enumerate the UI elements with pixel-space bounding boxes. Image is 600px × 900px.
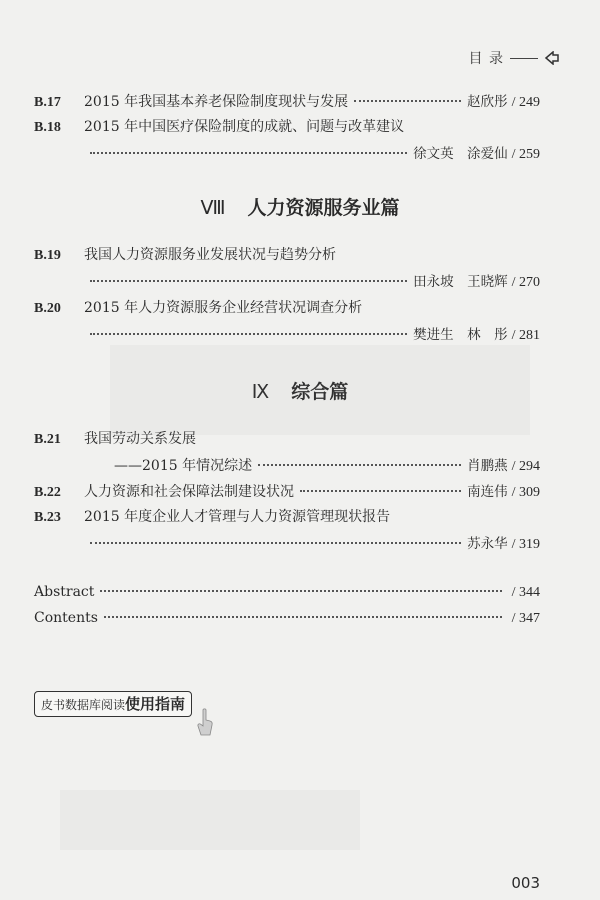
section-title: 综合篇: [291, 381, 349, 403]
running-header: [469, 48, 560, 68]
entry-code: B.19: [34, 248, 61, 263]
entry-page: / 249: [511, 95, 540, 110]
dot-leader: [90, 152, 407, 154]
section-numeral: Ⅸ: [251, 382, 270, 403]
dot-leader: [354, 100, 461, 102]
entry-page: / 344: [511, 585, 540, 600]
entry-page: / 270: [511, 275, 540, 290]
entry-code: B.23: [34, 510, 61, 525]
guide-small-text: 皮书数据库阅读: [41, 698, 126, 712]
bookmark-arrow-icon: [544, 51, 560, 65]
entry-code: B.21: [34, 432, 61, 447]
entry-subtitle: ——2015 年情况综述: [114, 458, 253, 474]
entry-title: Abstract: [34, 584, 95, 600]
entry-title: 我国人力资源服务业发展状况与趋势分析: [84, 247, 336, 263]
entry-code: B.20: [34, 301, 61, 316]
entry-page: / 259: [511, 147, 540, 162]
toc-entry-b22[interactable]: [34, 480, 540, 506]
entry-author: 赵欣彤: [467, 94, 508, 110]
dot-leader: [104, 616, 502, 618]
entry-code: B.17: [34, 95, 61, 110]
section-numeral: Ⅷ: [200, 198, 226, 219]
entry-title: 我国劳动关系发展: [84, 431, 196, 447]
toc-entry-b17[interactable]: [34, 90, 540, 116]
bleed-through-texture: [110, 345, 530, 435]
entry-title: 2015 年中国医疗保险制度的成就、问题与改革建议: [84, 119, 405, 135]
section-heading-8: [0, 193, 600, 220]
entry-title: 2015 年度企业人才管理与人力资源管理现状报告: [84, 509, 391, 525]
database-guide-banner[interactable]: [34, 691, 192, 717]
page-number: 003: [511, 874, 540, 892]
entry-page: / 319: [511, 537, 540, 552]
entry-author: 肖鹏燕: [467, 458, 508, 474]
entry-code: B.18: [34, 120, 61, 135]
dot-leader: [258, 464, 461, 466]
dot-leader: [90, 280, 407, 282]
entry-page: / 309: [511, 485, 540, 500]
toc-entry-b20[interactable]: [34, 297, 540, 349]
bleed-through-texture: [60, 790, 360, 850]
section-title: 人力资源服务业篇: [247, 197, 400, 219]
header-label: 目 录: [468, 51, 504, 67]
entry-page: / 294: [511, 459, 540, 474]
dot-leader: [90, 333, 407, 335]
pointing-hand-icon: [196, 708, 214, 738]
toc-entry-b19[interactable]: [34, 244, 540, 296]
toc-entry-contents[interactable]: [34, 610, 540, 636]
dot-leader: [300, 490, 461, 492]
entry-author: 田永坡 王晓辉: [413, 274, 508, 290]
toc-entry-b23[interactable]: [34, 506, 540, 558]
dot-leader: [90, 542, 461, 544]
entry-author: 樊进生 林 彤: [413, 327, 508, 343]
entry-page: / 281: [511, 328, 540, 343]
guide-big-text: 使用指南: [125, 695, 186, 713]
toc-entry-b21[interactable]: [34, 428, 540, 480]
dot-leader: [100, 590, 501, 592]
entry-title: 人力资源和社会保障法制建设状况: [84, 484, 294, 500]
toc-entry-abstract[interactable]: [34, 584, 540, 610]
entry-code: B.22: [34, 485, 61, 500]
entry-title: 2015 年我国基本养老保险制度现状与发展: [84, 94, 349, 110]
entry-title: 2015 年人力资源服务企业经营状况调查分析: [84, 300, 363, 316]
entry-author: 苏永华: [467, 536, 508, 552]
toc-entry-b18[interactable]: [34, 116, 540, 168]
entry-author: 南连伟: [467, 484, 508, 500]
entry-author: 徐文英 涂爱仙: [413, 146, 508, 162]
entry-page: / 347: [511, 611, 540, 626]
entry-title: Contents: [34, 610, 98, 626]
header-rule: [510, 58, 538, 59]
